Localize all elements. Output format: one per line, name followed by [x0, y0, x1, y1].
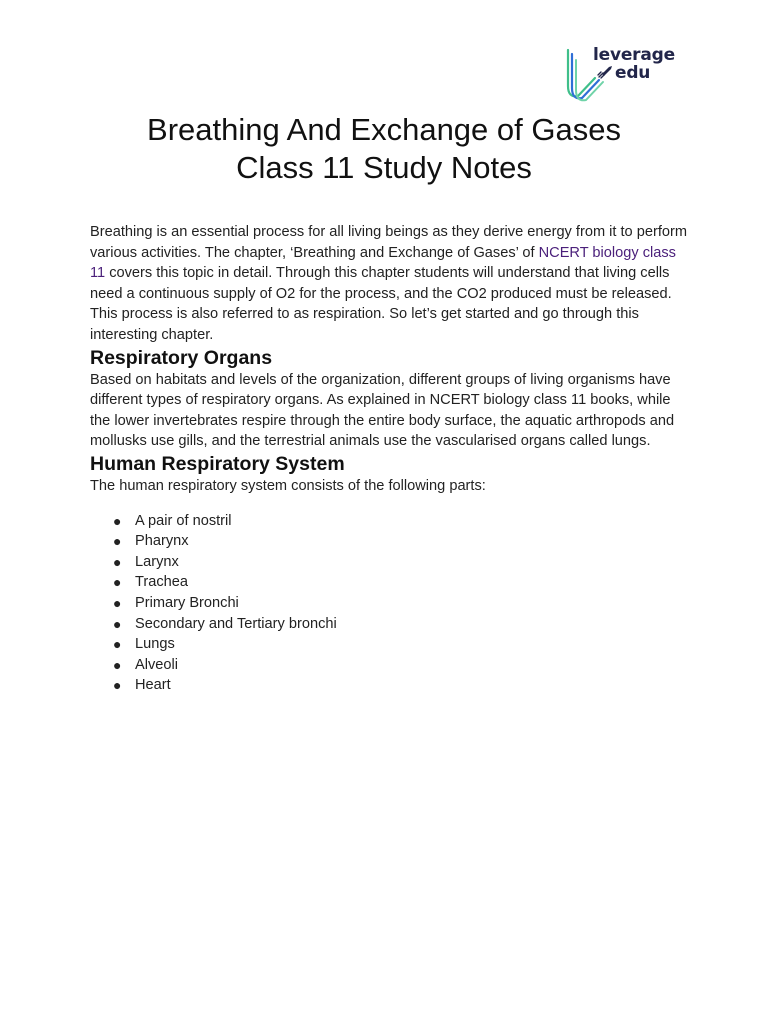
list-item-text: Pharynx	[135, 533, 189, 550]
bullet-icon: ●	[113, 553, 122, 570]
respiratory-organs-heading: Respiratory Organs	[90, 346, 273, 369]
list-item-text: Primary Bronchi	[135, 594, 239, 611]
intro-text-after-link: covers this topic in detail. Through this chapter students will understand that living cells need a continuous supply of O2 for the process, and the CO2 produced must be released. This process is also referred to as respiration. So let’s get started and go through this interesting chapter.	[90, 265, 672, 343]
list-item-text: Secondary and Tertiary bronchi	[135, 615, 337, 632]
list-item	[90, 614, 690, 635]
bullet-icon: ●	[113, 677, 122, 694]
page-title-line1: Breathing And Exchange of Gases	[147, 112, 621, 147]
logo-wordmark-line2	[593, 64, 675, 82]
page-title	[60, 111, 708, 187]
list-item-text: Alveoli	[135, 656, 178, 673]
list-item-text: Heart	[135, 677, 171, 694]
list-item	[90, 655, 690, 676]
logo-wordmark-line2-text: edu	[615, 63, 651, 83]
list-item-text: A pair of nostril	[135, 512, 232, 529]
document-content	[90, 222, 690, 696]
list-item	[90, 675, 690, 696]
list-item-text: Trachea	[135, 574, 188, 591]
ncert-biology-class-11-link[interactable]: NCERT biology class 11	[90, 244, 676, 282]
logo-wordmark	[593, 46, 675, 82]
bullet-icon: ●	[113, 574, 122, 591]
list-item	[90, 634, 690, 655]
rocket-icon	[597, 65, 613, 79]
intro-paragraph	[90, 222, 690, 346]
leverage-edu-logo[interactable]	[565, 46, 680, 106]
list-item	[90, 511, 690, 532]
list-item	[90, 552, 690, 573]
bullet-icon: ●	[113, 533, 122, 550]
bullet-icon: ●	[113, 636, 122, 653]
list-item	[90, 531, 690, 552]
bullet-icon: ●	[113, 512, 122, 529]
page-title-line2: Class 11 Study Notes	[236, 150, 532, 185]
list-item-text: Larynx	[135, 553, 179, 570]
human-respiratory-system-heading: Human Respiratory System	[90, 452, 345, 475]
list-item	[90, 572, 690, 593]
bullet-icon: ●	[113, 656, 122, 673]
respiratory-parts-list	[90, 511, 690, 696]
bullet-icon: ●	[113, 594, 122, 611]
respiratory-organs-paragraph: Based on habitats and levels of the organization, different groups of living organisms have different types of respiratory organs. As explained in NCERT biology class 11 books, while the lower invertebrates respire through the entire body surface, the aquatic arthropods and mollusks use gills, and the terrestrial animals use the vascularised organs called lungs.	[90, 371, 675, 450]
list-item-text: Lungs	[135, 636, 175, 653]
bullet-icon: ●	[113, 615, 122, 632]
intro-text-before-link: Breathing is an essential process for all living beings as they derive energy from it to perform various activities. The chapter, ‘Breathing and Exchange of Gases’ of	[90, 224, 688, 261]
logo-wordmark-line1: leverage	[593, 45, 675, 65]
list-item	[90, 593, 690, 614]
human-respiratory-system-intro: The human respiratory system consists of the following parts:	[90, 477, 486, 494]
